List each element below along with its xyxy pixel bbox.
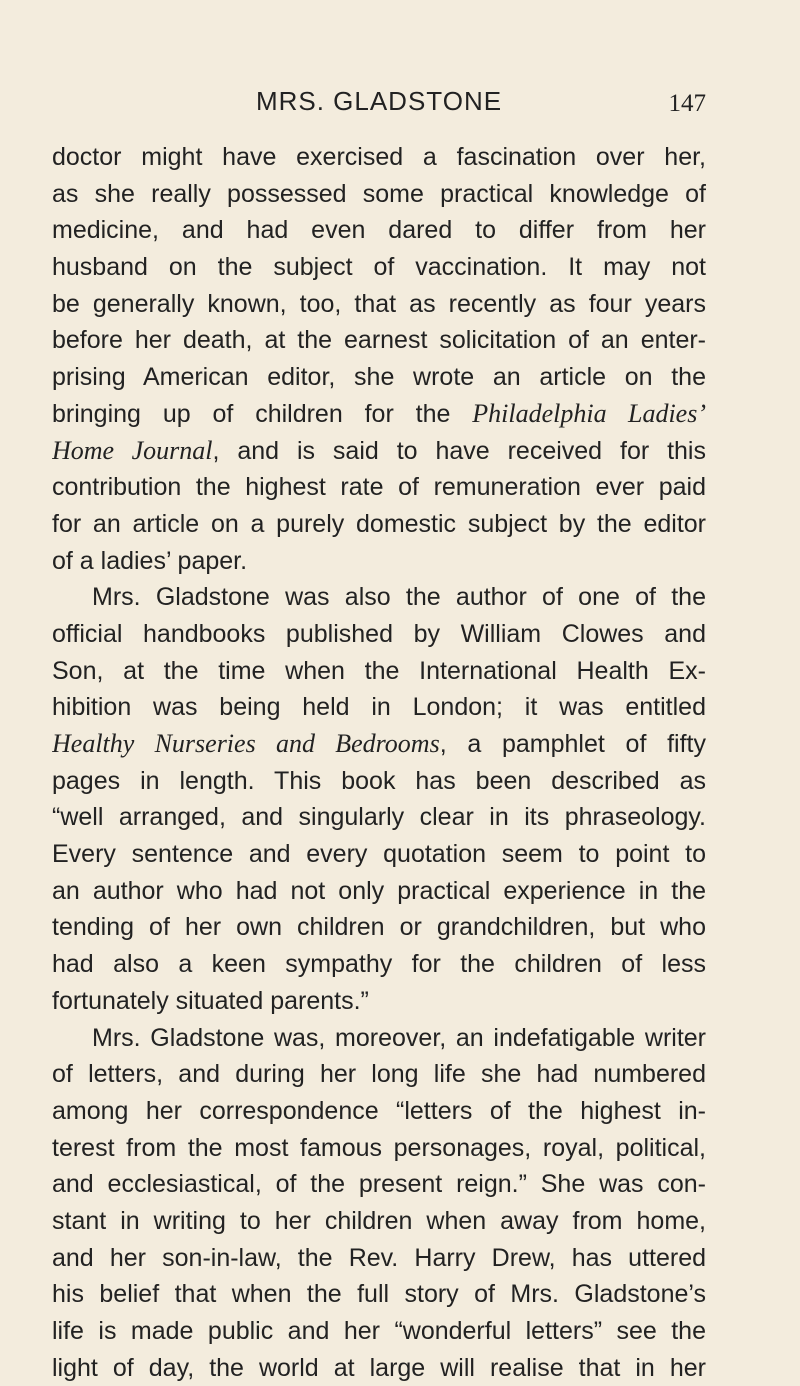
text-line — [52, 1203, 706, 1240]
text-run: fortunately situated parents.” — [52, 986, 369, 1015]
text-run: had also a keen sympathy for the children of less — [52, 950, 706, 979]
text-line — [52, 1350, 706, 1386]
text-line — [52, 1240, 706, 1277]
text-run: bringing up of children for the — [52, 399, 473, 428]
text-line — [52, 1130, 706, 1167]
text-line — [52, 286, 706, 323]
text-line — [52, 1276, 706, 1313]
text-run: be generally known, too, that as recently as four years — [52, 289, 706, 318]
text-line — [52, 1313, 706, 1350]
text-run: life is made public and her “wonderful letters” see the — [52, 1317, 706, 1345]
page-header — [52, 82, 706, 122]
text-run: Mrs. Gladstone was also the author of one of the — [92, 583, 706, 612]
text-line — [52, 1166, 706, 1203]
text-run: and her son-in-law, the Rev. Harry Drew, has uttered — [52, 1243, 706, 1272]
text-run: his belief that when the full story of Mrs. Gladstone’s — [52, 1280, 706, 1309]
italic-title: Healthy Nurseries and Bedrooms — [52, 729, 440, 758]
text-run: medicine, and had even dared to differ from her — [52, 216, 706, 245]
text-run: , a pamphlet of fifty — [439, 730, 706, 758]
text-line — [52, 873, 706, 910]
text-line — [52, 249, 706, 286]
text-line — [52, 653, 706, 690]
text-line — [52, 763, 706, 800]
text-line — [52, 726, 706, 763]
text-line — [52, 359, 706, 396]
text-run: as she really possessed some practical knowledge of — [52, 179, 706, 208]
text-run: husband on the subject of vaccination. It may not — [52, 253, 706, 282]
text-line — [52, 469, 706, 506]
text-run: doctor might have exercised a fascination over her, — [52, 143, 706, 171]
text-run: among her correspondence “letters of the highest in- — [52, 1096, 706, 1125]
text-line — [52, 983, 706, 1020]
running-head: MRS. GLADSTONE — [255, 86, 503, 116]
text-line — [52, 139, 706, 176]
text-run: , and is said to have received for this — [212, 436, 706, 465]
text-line — [52, 506, 706, 543]
page-number: 147 — [668, 90, 706, 117]
italic-title: Philadelphia Ladies’ — [472, 398, 706, 428]
text-run: contribution the highest rate of remuneration ever paid — [52, 473, 706, 502]
text-line — [52, 322, 706, 359]
text-run: stant in writing to her children when away from home, — [52, 1206, 706, 1235]
text-run: prising American editor, she wrote an article on the — [52, 363, 706, 392]
text-line — [52, 212, 706, 249]
text-run: Every sentence and every quotation seem to point to — [52, 840, 706, 869]
text-line — [52, 1093, 706, 1130]
text-run: Son, at the time when the International Health Ex- — [52, 656, 706, 685]
text-line — [52, 909, 706, 946]
text-run: before her death, at the earnest solicitation of an enter- — [52, 326, 706, 355]
italic-title: Home Journal — [52, 435, 213, 465]
text-run: hibition was being held in London; it was entitled — [52, 693, 706, 722]
text-line — [52, 689, 706, 726]
body-text — [52, 139, 706, 1386]
text-line — [52, 176, 706, 213]
text-line — [52, 433, 706, 470]
text-line — [52, 1020, 706, 1057]
text-run: “well arranged, and singularly clear in its phraseology. — [52, 803, 706, 832]
text-run: for an article on a purely domestic subject by the editor — [52, 509, 706, 538]
text-line — [52, 579, 706, 616]
text-run: terest from the most famous personages, royal, political, — [52, 1133, 706, 1162]
text-run: Mrs. Gladstone was, moreover, an indefatigable writer — [92, 1023, 706, 1052]
text-run: light of day, the world at large will realise that in her — [52, 1353, 706, 1382]
text-line — [52, 946, 706, 983]
text-line — [52, 616, 706, 653]
text-line — [52, 543, 706, 580]
text-line — [52, 799, 706, 836]
text-run: an author who had not only practical experience in the — [52, 876, 706, 905]
text-line — [52, 396, 706, 433]
text-run: of a ladies’ paper. — [52, 546, 248, 575]
text-line — [52, 1056, 706, 1093]
text-run: pages in length. This book has been described as — [52, 766, 706, 795]
text-run: official handbooks published by William Clowes and — [52, 619, 706, 648]
text-run: tending of her own children or grandchildren, but who — [52, 913, 706, 942]
text-run: of letters, and during her long life she had numbered — [52, 1060, 706, 1089]
text-line — [52, 836, 706, 873]
text-run: and ecclesiastical, of the present reign.” She was con- — [52, 1170, 706, 1199]
